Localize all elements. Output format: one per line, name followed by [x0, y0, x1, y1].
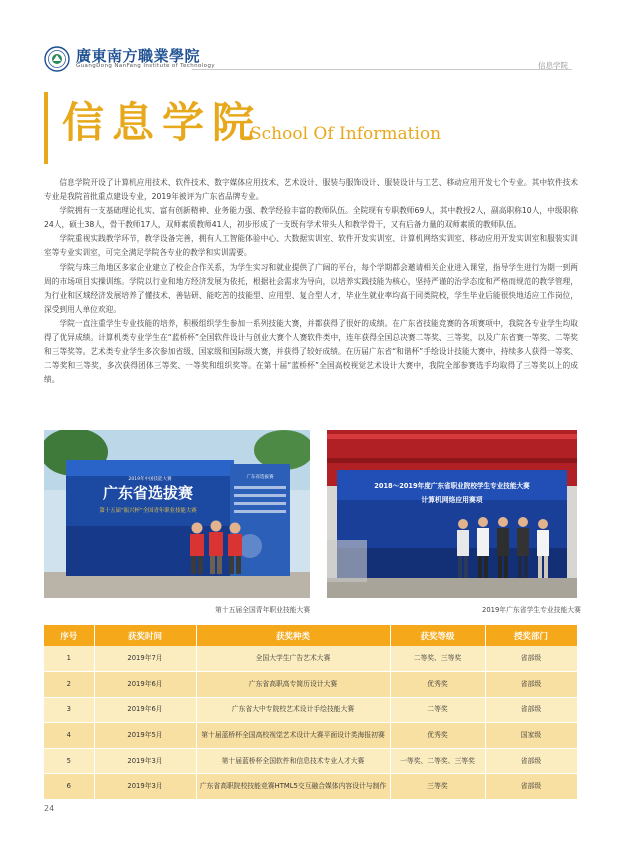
header-award-date: 获奖时间 [94, 625, 196, 646]
cell-level: 优秀奖 [390, 723, 485, 749]
table-row [44, 646, 577, 672]
cell-dept: 省部级 [485, 697, 577, 723]
paragraph: 学院与珠三角地区多家企业建立了校企合作关系，为学生实习和就业提供了广阔的平台，每个学期都会邀请相关企业进入课堂，指导学生进行为期一到两周的市场项目实操训练。学院以行业和地方经济发展为依托，根据社会需求为导向，以培养实践技能为核心，坚持严谨的治学态度和严格而规范的教学管理，为行业和区域经济发展培养了懂技术、善钻研、能吃苦的技能型、应用型、复合型人才，毕业生就业率均高于同类院校，学生毕业后能很快地适应工作岗位，深受到用人单位欢迎。 [44, 262, 578, 314]
table-row [44, 697, 577, 723]
table-header-row [44, 625, 577, 646]
photo1-side-panel: 广东省选拔赛 [246, 475, 274, 480]
paragraph: 学院拥有一支基础理论扎实、富有创新精神、业务能力强、教学经验丰富的教师队伍。全院现有专职教师69人，其中教授2人，副高职称10人，中级职称24人，硕士38人，骨干教师17人，双师素质教师41人，初步形成了一支既有学术带头人和教学骨干，又有后备力量的双师素质的教师队伍。 [44, 206, 578, 230]
cell-award: 第十届蓝桥杯全国高校视觉艺术设计大赛平面设计类海报初赛 [196, 723, 390, 749]
photo-1-caption: 第十五届全国青年职业技能大赛 [215, 606, 311, 614]
photo1-banner-small: 2019年中国技能大赛 [128, 477, 172, 482]
cell-serial: 3 [44, 697, 94, 723]
school-name-en: GuangDong NanFang Institute of Technology [76, 63, 215, 69]
cell-serial: 1 [44, 646, 94, 672]
cell-date: 2019年5月 [94, 723, 196, 749]
page-title-cn: 信息学院 [62, 98, 263, 147]
school-name-cn: 廣東南方職業學院 [76, 47, 201, 65]
cell-level: 一等奖、二等奖、三等奖 [390, 748, 485, 774]
cell-date: 2019年3月 [94, 774, 196, 800]
cell-dept: 国家级 [485, 723, 577, 749]
section-tag: 信息学院 [538, 61, 568, 70]
cell-award: 广东省高职院校技能竞赛HTML5交互融合媒体内容设计与制作 [196, 774, 390, 800]
cell-dept: 省部级 [485, 748, 577, 774]
cell-award: 广东省大中专院校艺术设计手绘技能大赛 [196, 697, 390, 723]
cell-date: 2019年3月 [94, 748, 196, 774]
page-title-en: School Of Information [250, 124, 442, 144]
header-divider [192, 69, 572, 70]
header-serial: 序号 [44, 625, 94, 646]
body-text [44, 176, 578, 387]
cell-level: 二等奖 [390, 697, 485, 723]
page-number: 24 [44, 804, 55, 813]
header-awarding-dept: 授奖部门 [485, 625, 577, 646]
cell-date: 2019年7月 [94, 646, 196, 672]
cell-level: 三等奖 [390, 774, 485, 800]
header-award-type: 获奖种类 [196, 625, 390, 646]
photo1-banner-main: 广东省选拔赛 [102, 484, 194, 502]
title-accent-bar [44, 92, 48, 164]
table-row [44, 748, 577, 774]
page-header [0, 0, 621, 72]
competition-photo-2 [327, 430, 577, 598]
competition-photo-1 [44, 430, 310, 598]
cell-dept: 省部级 [485, 646, 577, 672]
cell-date: 2019年6月 [94, 672, 196, 698]
cell-award: 全国大学生广告艺术大赛 [196, 646, 390, 672]
cell-dept: 省部级 [485, 672, 577, 698]
cell-level: 二等奖、三等奖 [390, 646, 485, 672]
cell-dept: 省部级 [485, 774, 577, 800]
paragraph: 学院重视实践教学环节，教学设备完善，拥有人工智能体验中心、大数据实训室、软件开发实训室、计算机网络实训室、移动应用开发实训室和服装实训室等专业实训室，可完全满足学院各专业的教学和实训需要。 [44, 234, 578, 258]
photo1-banner-sub: 第十五届“振兴杯”全国青年职业技能大赛 [99, 508, 197, 514]
photo-2-caption: 2019年广东省学生专业技能大赛 [482, 606, 581, 614]
cell-award: 第十届蓝桥杯全国软件和信息技术专业人才大赛 [196, 748, 390, 774]
cell-serial: 4 [44, 723, 94, 749]
table-row [44, 723, 577, 749]
awards-table [44, 625, 578, 800]
cell-serial: 5 [44, 748, 94, 774]
cell-serial: 2 [44, 672, 94, 698]
cell-date: 2019年6月 [94, 697, 196, 723]
cell-level: 优秀奖 [390, 672, 485, 698]
cell-serial: 6 [44, 774, 94, 800]
header-award-level: 获奖等级 [390, 625, 485, 646]
table-row [44, 774, 577, 800]
photo2-banner-line1: 2018～2019年度广东省职业院校学生专业技能大赛 [374, 482, 530, 490]
paragraph: 学院一直注重学生专业技能的培养，积极组织学生参加一系列技能大赛，并都获得了很好的成绩。在广东省技能竞赛的各项赛项中，我院各专业学生均取得了优异成绩。计算机类专业学生在“蓝桥杯”全国软件设计与创业大赛个人赛软件类中，连年获得全国总决赛二等奖、三等奖，以及广东省赛一等奖、二等奖和三等奖等。艺术类专业学生多次参加省级、国家级和国际级大赛，并获得了较好成绩。在历届广东省“和谐杯”手绘设计技能大赛中，持续多人获得一等奖、二等奖和三等奖，多次获得团体三等奖、一等奖和组织奖等。在第十届“蓝桥杯”全国高校视觉艺术设计大赛中，我院全部参赛选手均取得了三等奖以上的成绩。 [44, 318, 578, 385]
photo2-banner-line2: 计算机网络应用赛项 [421, 496, 483, 504]
paragraph: 信息学院开设了计算机应用技术、软件技术、数字媒体应用技术、艺术设计、服装与服饰设计、服装设计与工艺、移动应用开发七个专业。其中软件技术专业是我院首批重点建设专业，2019年被评为广东省品牌专业。 [44, 178, 578, 202]
school-seal-logo [44, 46, 70, 72]
cell-award: 广东省高职高专简历设计大赛 [196, 672, 390, 698]
table-row [44, 672, 577, 698]
